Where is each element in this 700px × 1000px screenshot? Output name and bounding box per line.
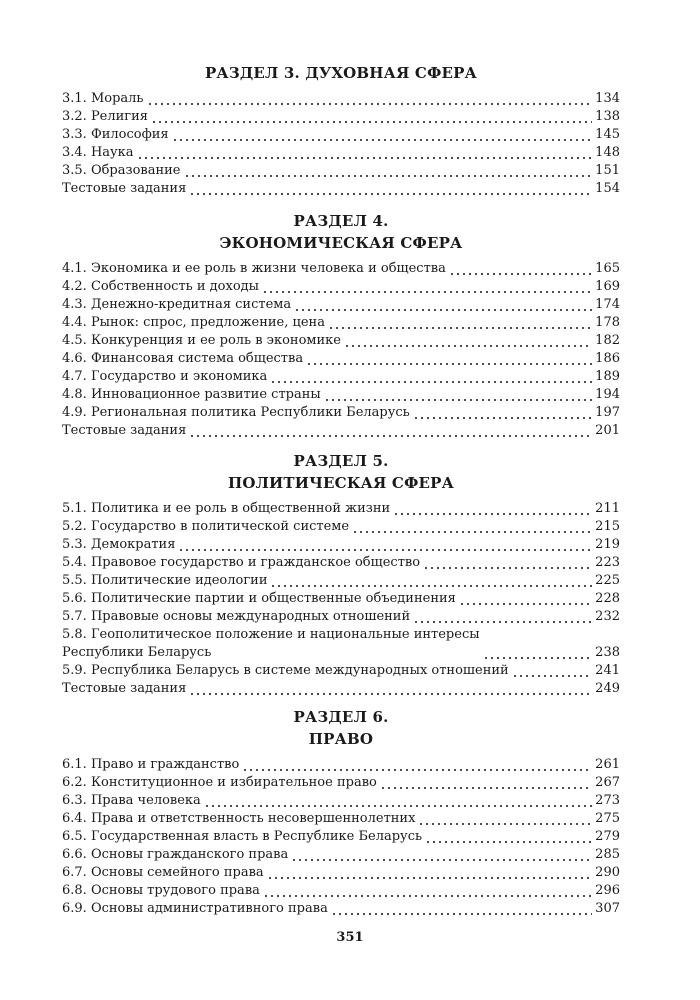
toc-entry[interactable] — [62, 332, 620, 350]
dot-leader — [147, 90, 593, 108]
toc-entry[interactable] — [62, 144, 620, 162]
toc-entry-page: 148 — [595, 145, 620, 160]
toc-entry-title: 6.4. Права и ответственность несовершеннолетних — [62, 811, 416, 826]
toc-entry-title: 6.8. Основы трудового права — [62, 883, 260, 898]
section-heading — [62, 706, 620, 750]
toc-entry[interactable] — [62, 422, 620, 440]
section-heading-line: РАЗДЕЛ 5. — [293, 452, 389, 470]
toc-entry-title: 6.5. Государственная власть в Республике Беларусь — [62, 829, 423, 844]
toc-entry-title: 5.3. Демократия — [62, 537, 176, 552]
section-heading-line: РАЗДЕЛ 4. — [293, 212, 389, 230]
toc-entry-page: 249 — [595, 681, 620, 696]
toc-entry-title: 6.1. Право и гражданство — [62, 757, 240, 772]
toc-entry[interactable] — [62, 404, 620, 422]
dot-leader — [324, 386, 592, 404]
toc-entry-title: 3.4. Наука — [62, 145, 134, 160]
toc-entry[interactable] — [62, 386, 620, 404]
toc-entry[interactable] — [62, 792, 620, 810]
toc-entry-title: 4.9. Региональная политика Республики Беларусь — [62, 405, 410, 420]
toc-entry-title: 4.1. Экономика и ее роль в жизни человека и общества — [62, 261, 446, 276]
section-heading-line: ПОЛИТИЧЕСКАЯ СФЕРА — [227, 474, 455, 492]
toc-entry-page: 296 — [595, 883, 620, 898]
toc-entry-page: 189 — [595, 369, 620, 384]
toc-entry[interactable] — [62, 680, 620, 698]
section-heading-line: ЭКОНОМИЧЕСКАЯ СФЕРА — [219, 234, 463, 252]
toc-entry-page: 182 — [595, 333, 620, 348]
dot-leader — [413, 608, 592, 626]
toc-entry-title: 3.2. Религия — [62, 109, 148, 124]
toc-entry-title: 5.7. Правовые основы международных отношений — [62, 609, 411, 624]
toc-entry-page: 261 — [595, 757, 620, 772]
toc-entry[interactable] — [62, 846, 620, 864]
toc-entry-page: 174 — [595, 297, 620, 312]
dot-leader — [262, 278, 592, 296]
dot-leader — [418, 810, 592, 828]
toc-list — [62, 260, 620, 440]
dot-leader — [459, 590, 592, 608]
dot-leader — [291, 846, 592, 864]
toc-entry-page: 134 — [595, 91, 620, 106]
dot-leader — [512, 662, 592, 680]
toc-entry-title: 4.6. Финансовая система общества — [62, 351, 304, 366]
toc-section-4 — [62, 210, 620, 440]
dot-leader — [352, 518, 592, 536]
toc-entry-page: 201 — [595, 423, 620, 438]
dot-leader — [151, 108, 592, 126]
toc-entry-page: 225 — [595, 573, 620, 588]
toc-entry-title: 3.3. Философия — [62, 127, 169, 142]
toc-entry-page: 211 — [595, 501, 620, 516]
toc-entry[interactable] — [62, 590, 620, 608]
toc-entry-page: 151 — [595, 163, 620, 178]
toc-list — [62, 500, 620, 698]
toc-entry-title: 5.9. Республика Беларусь в системе международных отношений — [62, 663, 509, 678]
section-heading-line: ПРАВО — [308, 730, 374, 748]
dot-leader — [204, 792, 592, 810]
toc-entry[interactable] — [62, 864, 620, 882]
toc-entry-page: 215 — [595, 519, 620, 534]
toc-entry-title: 4.8. Инновационное развитие страны — [62, 387, 321, 402]
toc-entry-title: 4.7. Государство и экономика — [62, 369, 268, 384]
toc-entry-title: 3.5. Образование — [62, 163, 181, 178]
toc-entry[interactable] — [62, 662, 620, 680]
toc-entry-page: 275 — [595, 811, 620, 826]
dot-leader — [242, 756, 592, 774]
toc-entry[interactable] — [62, 296, 620, 314]
toc-entry-page: 219 — [595, 537, 620, 552]
section-heading — [62, 450, 620, 494]
dot-leader — [172, 126, 593, 144]
toc-entry-title: 5.2. Государство в политической системе — [62, 519, 350, 534]
toc-entry-title: 4.2. Собственность и доходы — [62, 279, 259, 294]
toc-entry[interactable] — [62, 314, 620, 332]
toc-entry[interactable] — [62, 260, 620, 278]
dot-leader — [189, 180, 592, 198]
dot-leader — [483, 644, 593, 662]
toc-entry[interactable] — [62, 554, 620, 572]
toc-entry[interactable] — [62, 572, 620, 590]
toc-entry-title: Тестовые задания — [62, 423, 187, 438]
toc-entry-page: 197 — [595, 405, 620, 420]
dot-leader — [184, 162, 593, 180]
toc-section-6 — [62, 706, 620, 918]
section-heading — [62, 210, 620, 254]
dot-leader — [344, 332, 592, 350]
toc-entry[interactable] — [62, 90, 620, 108]
toc-entry-page: 165 — [595, 261, 620, 276]
toc-entry[interactable] — [62, 774, 620, 792]
toc-entry[interactable] — [62, 126, 620, 144]
toc-entry-title: 6.7. Основы семейного права — [62, 865, 264, 880]
toc-entry-page: 285 — [595, 847, 620, 862]
section-heading-line: РАЗДЕЛ 3. ДУХОВНАЯ СФЕРА — [204, 64, 478, 82]
toc-entry[interactable] — [62, 882, 620, 900]
toc-entry-title: 4.3. Денежно-кредитная система — [62, 297, 292, 312]
toc-entry[interactable] — [62, 350, 620, 368]
toc-entry[interactable] — [62, 828, 620, 846]
toc-entry-title-line: 5.8. Геополитическое положение и национальные интересы — [62, 627, 480, 642]
toc-entry-page: 138 — [595, 109, 620, 124]
toc-entry-page: 145 — [595, 127, 620, 142]
dot-leader — [294, 296, 592, 314]
toc-entry-title: 6.2. Конституционное и избирательное право — [62, 775, 377, 790]
toc-entry[interactable] — [62, 536, 620, 554]
dot-leader — [331, 900, 592, 918]
toc-entry-page: 279 — [595, 829, 620, 844]
toc-entry-page: 290 — [595, 865, 620, 880]
toc-list — [62, 756, 620, 918]
dot-leader — [267, 864, 592, 882]
dot-leader — [393, 500, 592, 518]
dot-leader — [413, 404, 592, 422]
toc-entry-page: 169 — [595, 279, 620, 294]
toc-entry-title: 5.1. Политика и ее роль в общественной жизни — [62, 501, 391, 516]
toc-entry-title: 6.9. Основы административного права — [62, 901, 328, 916]
toc-entry-page: 267 — [595, 775, 620, 790]
toc-section-5 — [62, 450, 620, 698]
toc-entry[interactable] — [62, 108, 620, 126]
dot-leader — [263, 882, 592, 900]
dot-leader — [425, 828, 592, 846]
toc-entry[interactable] — [62, 518, 620, 536]
toc-entry-page: 178 — [595, 315, 620, 330]
dot-leader — [328, 314, 592, 332]
toc-entry-title: Тестовые задания — [62, 181, 187, 196]
toc-entry-page: 238 — [595, 645, 620, 660]
toc-entry[interactable] — [62, 368, 620, 386]
toc-entry-title: 5.4. Правовое государство и гражданское общество — [62, 555, 421, 570]
toc-entry[interactable] — [62, 608, 620, 626]
dot-leader — [423, 554, 592, 572]
toc-entry-title: 4.4. Рынок: спрос, предложение, цена — [62, 315, 325, 330]
section-heading — [62, 62, 620, 84]
page-number: 351 — [336, 930, 364, 945]
toc-entry-title: 6.6. Основы гражданского права — [62, 847, 289, 862]
toc-list — [62, 90, 620, 198]
toc-section-3 — [62, 62, 620, 198]
toc-entry[interactable] — [62, 756, 620, 774]
toc-entry-title-line: Республики Беларусь — [62, 645, 212, 660]
toc-entry-title: 5.5. Политические идеологии — [62, 573, 268, 588]
toc-entry-page: 223 — [595, 555, 620, 570]
dot-leader — [380, 774, 592, 792]
toc-entry-page: 186 — [595, 351, 620, 366]
toc-entry-page: 273 — [595, 793, 620, 808]
toc-entry-page: 154 — [595, 181, 620, 196]
dot-leader — [137, 144, 593, 162]
toc-entry-page: 232 — [595, 609, 620, 624]
toc-entry-title: Тестовые задания — [62, 681, 187, 696]
toc-entry-page: 194 — [595, 387, 620, 402]
toc-entry-page: 307 — [595, 901, 620, 916]
toc-entry[interactable] — [62, 180, 620, 198]
toc-entry-title: 6.3. Права человека — [62, 793, 201, 808]
toc-entry-page: 241 — [595, 663, 620, 678]
dot-leader — [306, 350, 592, 368]
toc-entry[interactable] — [62, 500, 620, 518]
dot-leader — [189, 422, 592, 440]
toc-entry[interactable] — [62, 810, 620, 828]
toc-entry[interactable] — [62, 626, 620, 662]
dot-leader — [178, 536, 592, 554]
dot-leader — [270, 572, 592, 590]
dot-leader — [270, 368, 592, 386]
toc-entry-title: 3.1. Мораль — [62, 91, 144, 106]
dot-leader — [189, 680, 592, 698]
toc-entry-title: 4.5. Конкуренция и ее роль в экономике — [62, 333, 342, 348]
dot-leader — [449, 260, 592, 278]
toc-entry[interactable] — [62, 162, 620, 180]
toc-entry[interactable] — [62, 900, 620, 918]
toc-entry[interactable] — [62, 278, 620, 296]
toc-entry-title — [62, 626, 480, 662]
toc-entry-title: 5.6. Политические партии и общественные объединения — [62, 591, 456, 606]
toc-entry-page: 228 — [595, 591, 620, 606]
section-heading-line: РАЗДЕЛ 6. — [293, 708, 389, 726]
